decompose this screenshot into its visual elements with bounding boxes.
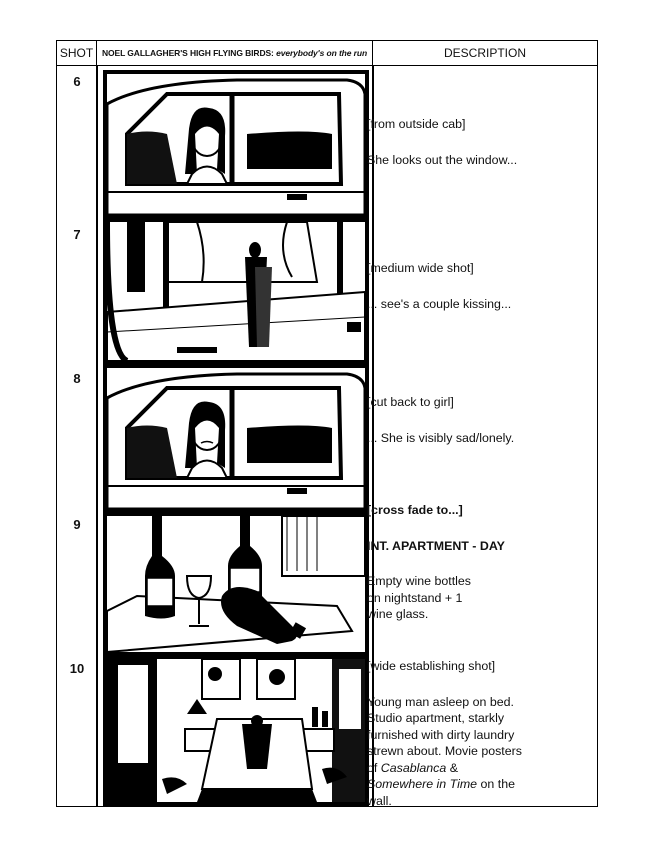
shot-number: 7: [73, 227, 81, 242]
shot-10-action-text: Young man asleep on bed. Studio apartment, starkly furnished with dirty laundry strewn about. Movie posters of: [367, 694, 522, 775]
shot-number: 8: [73, 371, 81, 386]
shot-9-scene-heading: INT. APARTMENT - DAY: [367, 538, 505, 553]
ampersand: &: [449, 760, 458, 775]
shot-header-label: SHOT: [59, 46, 94, 60]
title-main: NOEL GALLAGHER'S HIGH FLYING BIRDS:: [101, 48, 274, 58]
shot-7-action: ... see's a couple kissing...: [367, 296, 512, 311]
description-column-header: [373, 41, 597, 66]
shot-8-camera-note: [cut back to girl]: [367, 395, 454, 409]
panel-shot-6: [103, 70, 369, 219]
shot-number: 6: [73, 74, 81, 89]
title-header: [97, 41, 373, 66]
poster-casablanca: [202, 659, 240, 699]
taxi-window-girl-illustration: [107, 74, 365, 215]
panel-shot-10: [103, 655, 369, 806]
description-shot-9: [367, 502, 547, 642]
apartment-man-asleep-illustration: [107, 659, 365, 802]
shot-column-header: [57, 41, 97, 66]
panel-shot-9: [103, 512, 369, 656]
panel-shot-7: [103, 218, 369, 365]
panel-shot-8: [103, 364, 369, 513]
description-shot-10: [367, 658, 547, 828]
wine-bottles-nightstand-illustration: [107, 516, 365, 652]
shot-number: 9: [73, 517, 81, 532]
description-shot-6: [367, 116, 547, 187]
description-shot-8: [367, 394, 547, 465]
shot-6-camera-note: [from outside cab]: [367, 117, 466, 131]
shot-number: 10: [69, 661, 85, 676]
description-header-label: DESCRIPTION: [443, 46, 526, 60]
shot-10-action: [367, 694, 525, 810]
shot-8-action: ... She is visibly sad/lonely.: [367, 430, 515, 445]
title-song: everybody's on the run: [276, 48, 368, 58]
poster-title-casablanca: Casablanca: [380, 760, 447, 775]
street-couple-kissing-illustration: [107, 222, 365, 361]
shot-9-transition: [cross fade to...]: [367, 503, 463, 517]
poster-title-somewhere-in-time: Somewhere in Time: [367, 777, 478, 791]
column-divider: [96, 66, 98, 806]
shot-9-action: Empty wine bottles on nightstand + 1 wine glass.: [367, 574, 471, 621]
description-shot-7: [367, 260, 547, 331]
shot-10-action-end: on the wall.: [367, 777, 515, 808]
shot-10-camera-note: [wide establishing shot]: [367, 659, 496, 673]
shot-7-camera-note: [medium wide shot]: [367, 261, 474, 275]
taxi-window-sad-girl-illustration: [107, 368, 365, 509]
shot-6-action: She looks out the window...: [367, 152, 518, 167]
